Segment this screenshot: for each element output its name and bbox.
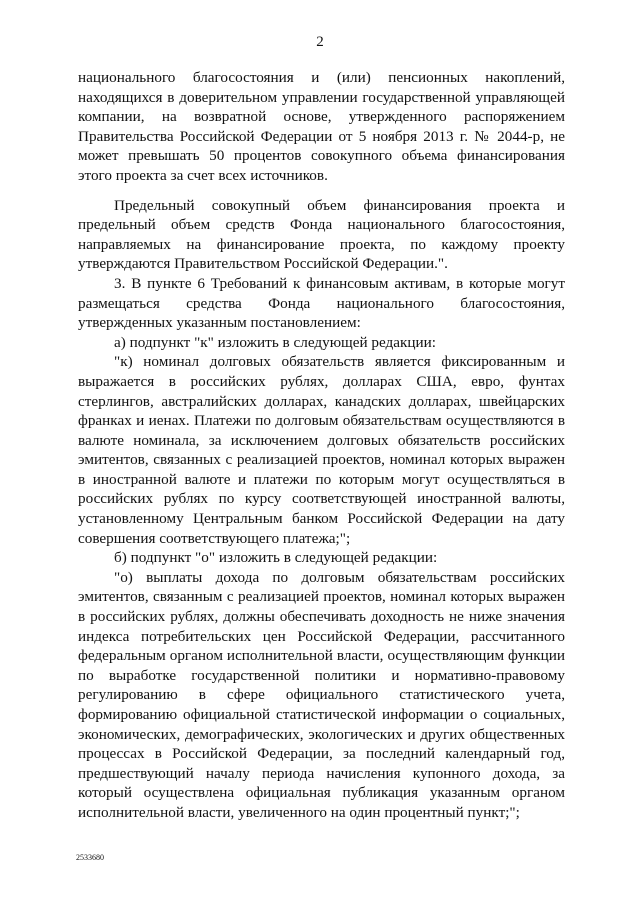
paragraph-financing-limit: Предельный совокупный объем финансирования проекта и предельный объем средств Фонда национального благосостояния, направляемых на финансирование проекта, по каждому проекту утверждаются Правительством Российской Федерации.". (78, 196, 565, 273)
paragraph-gap (78, 186, 565, 196)
paragraph-item-3: 3. В пункте 6 Требований к финансовым активам, в которые могут размещаться средства Фонда национального благосостояния, утвержденных указанным постановлением: (78, 274, 565, 332)
document-body (78, 68, 565, 823)
page-number: 2 (316, 34, 324, 50)
paragraph-subitem-o-text: "о) выплаты дохода по долговым обязательствам российских эмитентов, связанным с реализацией проектов, номинал которых выражен в российских рублях, должны обеспечивать доходность не ниже значения индекса потребительских цен Российской Федерации, рассчитанного федеральным органом исполнительной власти, осуществляющим функции по выработке государственной политики и нормативно-правовому регулированию в сфере официального статистического учета, формированию официальной статистической информации о социальных, экономических, демографических, экологических и других общественных процессах в Российской Федерации, за последний календарный год, предшествующий началу периода начисления купонного дохода, за который осуществлена официальная публикация указанным органом исполнительной власти, увеличенного на один процентный пункт;"; (78, 568, 565, 821)
paragraph-continuation: национального благосостояния и (или) пенсионных накоплений, находящихся в доверительном управлении государственной управляющей компании, на возвратной основе, утвержденного распоряжением Правительства Российской Федерации от 5 ноября 2013 г. № 2044-р, не может превышать 50 процентов совокупного объема финансирования этого проекта за счет всех источников. (78, 69, 565, 184)
paragraph-subitem-a: а) подпункт "к" изложить в следующей редакции: (114, 333, 436, 351)
paragraph-subitem-b: б) подпункт "о" изложить в следующей редакции: (114, 549, 438, 567)
document-code: 2533680 (76, 853, 104, 862)
paragraph-subitem-k-text: "к) номинал долговых обязательств является фиксированным и выражается в российских рублях, долларах США, евро, фунтах стерлингов, австралийских долларах, канадских долларах, швейцарских франках и иенах. Платежи по долговым обязательствам осуществляются в валюте номинала, за исключением долговых обязательств российских эмитентов, связанных с реализацией проектов, номинал которых выражен в иностранной валюте и платежи по которым могут осуществляться в российских рублях по курсу соответствующей иностранной валюты, установленному Центральным банком Российской Федерации на дату совершения соответствующего платежа;"; (78, 353, 565, 547)
